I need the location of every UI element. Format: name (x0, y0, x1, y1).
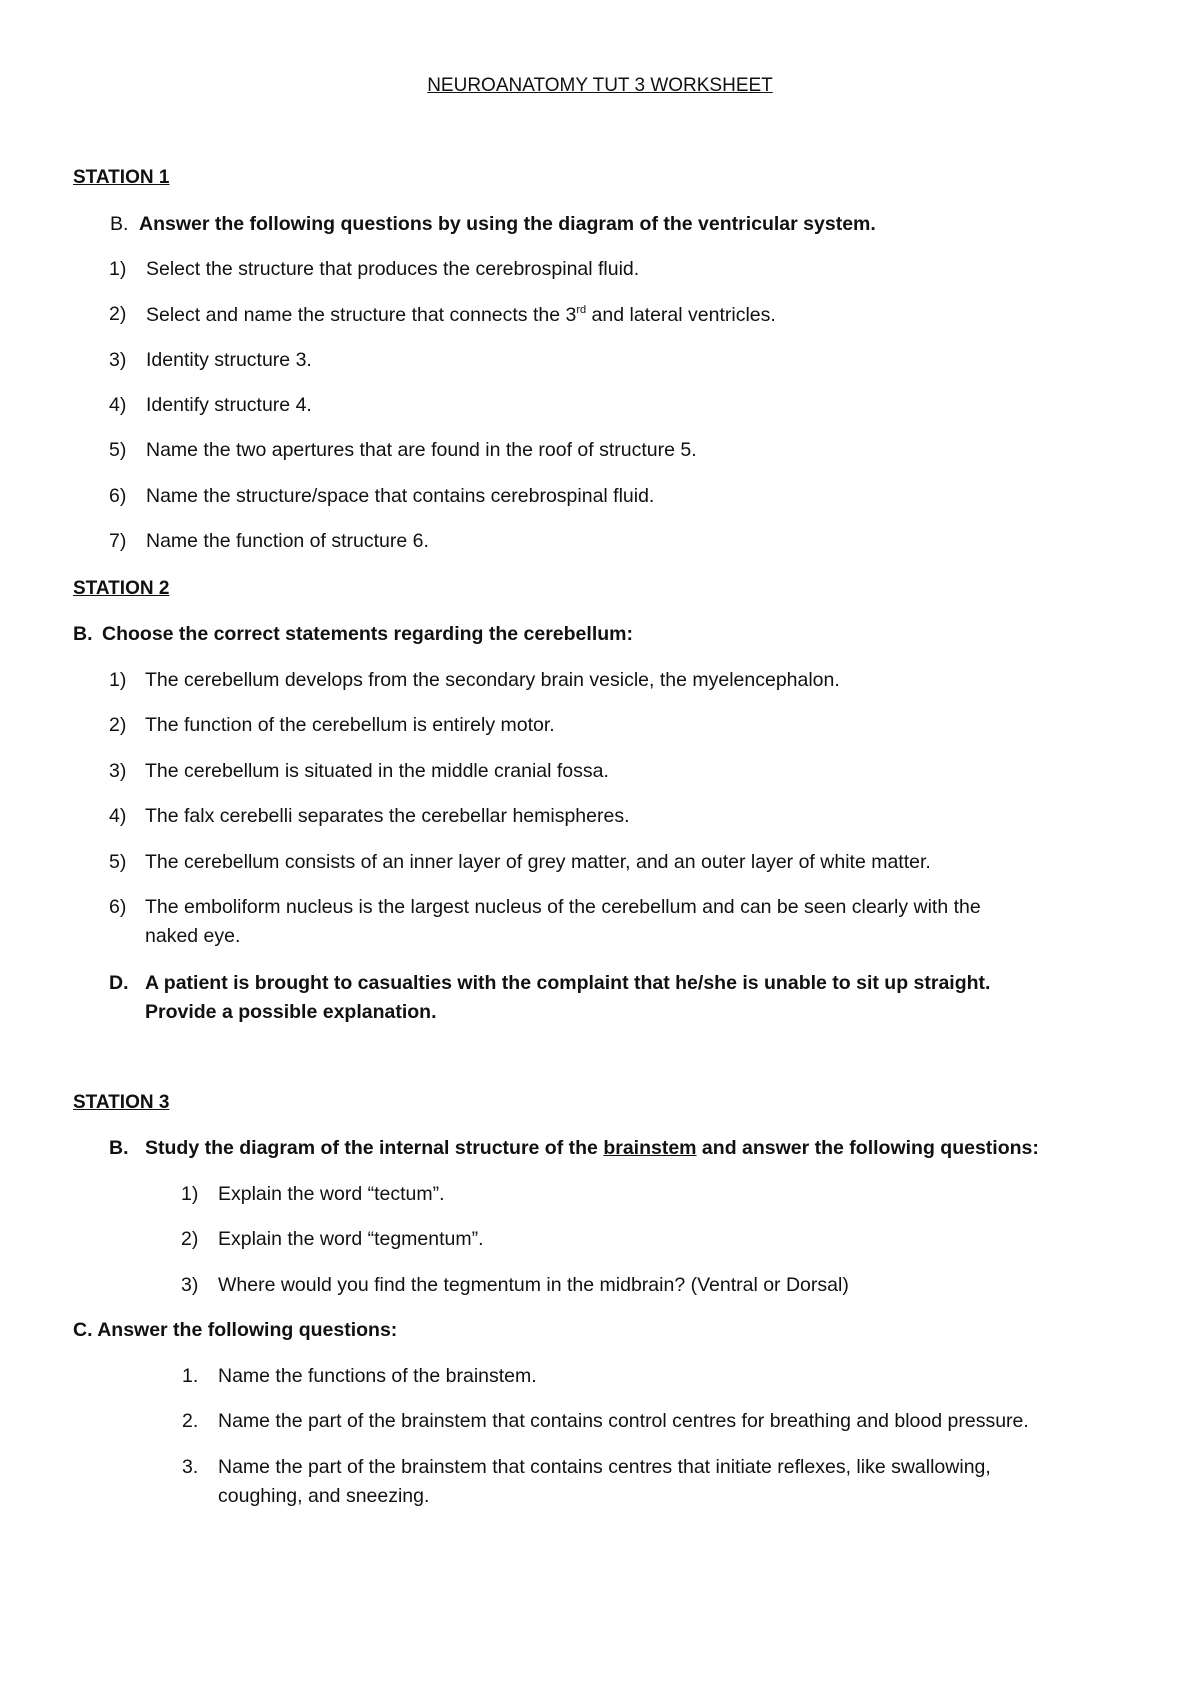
item-text: Where would you find the tegmentum in the midbrain? (Ventral or Dorsal) (218, 1274, 849, 1296)
item-text: The falx cerebelli separates the cerebellar hemispheres. (145, 805, 630, 827)
item-number: 7) (109, 530, 127, 552)
item-text: The cerebellum is situated in the middle cranial fossa. (145, 760, 609, 782)
section-label: B. (73, 623, 93, 645)
item-text: The cerebellum develops from the secondary brain vesicle, the myelencephalon. (145, 669, 840, 691)
item-number: 3. (182, 1456, 199, 1478)
item-number: 1) (109, 669, 127, 691)
item-text: Identify structure 4. (146, 394, 312, 416)
station-3-heading: STATION 3 (73, 1092, 170, 1113)
item-text: coughing, and sneezing. (218, 1485, 430, 1507)
item-number: 1) (181, 1183, 199, 1205)
item-text: Name the part of the brainstem that contains centres that initiate reflexes, like swallowing, (218, 1456, 991, 1478)
item-text: Name the part of the brainstem that contains control centres for breathing and blood pressure. (218, 1410, 1029, 1432)
item-number: 2) (109, 303, 127, 325)
item-number: 5) (109, 851, 127, 873)
item-text: The cerebellum consists of an inner layer of grey matter, and an outer layer of white matter. (145, 851, 931, 873)
item-number: 3) (109, 349, 127, 371)
item-text: The function of the cerebellum is entirely motor. (145, 714, 555, 736)
item-text: The emboliform nucleus is the largest nucleus of the cerebellum and can be seen clearly with the (145, 896, 981, 918)
section-label: D. (109, 972, 129, 994)
item-text: naked eye. (145, 925, 241, 947)
item-number: 4) (109, 805, 127, 827)
item-text: Select and name the structure that connects the 3rd and lateral ventricles. (146, 304, 776, 326)
item-text: Identity structure 3. (146, 349, 312, 371)
superscript: rd (576, 304, 587, 316)
item-number: 3) (181, 1274, 199, 1296)
section-label: B. (109, 1137, 129, 1159)
section-question: A patient is brought to casualties with the complaint that he/she is unable to sit up straight. (145, 972, 991, 994)
page-title: NEUROANATOMY TUT 3 WORKSHEET (427, 75, 773, 96)
item-text: Name the functions of the brainstem. (218, 1365, 537, 1387)
item-number: 2) (181, 1228, 199, 1250)
item-number: 2. (182, 1410, 199, 1432)
item-number: 5) (109, 439, 127, 461)
section-label: B. (110, 213, 129, 235)
section-instruction: Study the diagram of the internal structure of the brainstem and answer the following questions: (145, 1137, 1039, 1159)
station-1-heading: STATION 1 (73, 167, 170, 188)
item-number: 1) (109, 258, 127, 280)
item-number: 2) (109, 714, 127, 736)
item-number: 4) (109, 394, 127, 416)
item-text: Name the function of structure 6. (146, 530, 429, 552)
section-instruction: C. Answer the following questions: (73, 1319, 398, 1341)
item-number: 3) (109, 760, 127, 782)
item-text: Name the structure/space that contains cerebrospinal fluid. (146, 485, 655, 507)
item-number: 6) (109, 485, 127, 507)
item-text: Explain the word “tegmentum”. (218, 1228, 484, 1250)
section-instruction: Choose the correct statements regarding the cerebellum: (102, 623, 633, 645)
item-text: Select the structure that produces the cerebrospinal fluid. (146, 258, 640, 280)
item-text: Name the two apertures that are found in the roof of structure 5. (146, 439, 697, 461)
item-number: 6) (109, 896, 127, 918)
station-2-heading: STATION 2 (73, 578, 170, 599)
section-instruction: Answer the following questions by using the diagram of the ventricular system. (139, 213, 876, 235)
underlined-term: brainstem (603, 1137, 697, 1159)
item-number: 1. (182, 1365, 199, 1387)
section-question: Provide a possible explanation. (145, 1001, 437, 1023)
item-text: Explain the word “tectum”. (218, 1183, 445, 1205)
